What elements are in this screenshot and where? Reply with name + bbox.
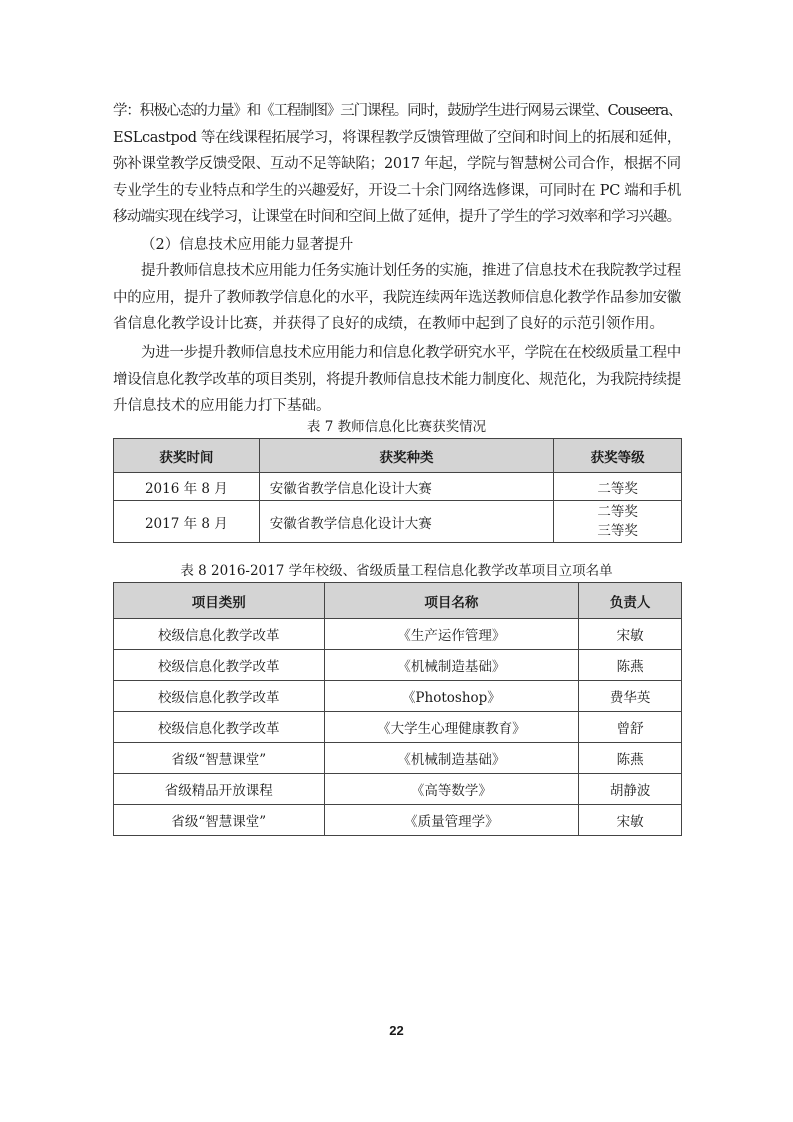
text-line: 中的应用，提升了教师教学信息化的水平，我院连续两年选送教师信息化教学作品参加安徽: [113, 289, 681, 306]
project-name-cell: 《机械制造基础》: [324, 650, 579, 681]
table-header-row: [114, 583, 682, 619]
table-row: [114, 712, 682, 743]
text-line: ESLcastpod 等在线课程拓展学习，将课程教学反馈管理做了空间和时间上的拓展和延伸，: [113, 129, 681, 146]
project-category-cell: 省级“智慧课堂”: [114, 743, 325, 774]
project-name-cell: 《质量管理学》: [324, 805, 579, 836]
text-line: 弥补课堂教学反馈受限、互动不足等缺陷；2017 年起，学院与智慧树公司合作，根据不同: [113, 156, 681, 172]
award-time-cell: 2016 年 8 月: [114, 473, 260, 501]
table-row: [114, 681, 682, 712]
project-leader-cell: 费华英: [579, 681, 682, 712]
text-line: 移动端实现在线学习，让课堂在时间和空间上做了延伸，提升了学生的学习效率和学习兴趣。: [113, 209, 681, 225]
table-header-row: [114, 439, 682, 473]
award-level: 二等奖: [597, 480, 638, 497]
project-category-cell: 校级信息化教学改革: [114, 681, 325, 712]
award-level-cell: [554, 501, 682, 543]
table7-awards: [113, 438, 682, 543]
award-type-cell: 安徽省教学信息化设计大赛: [259, 473, 553, 501]
project-category-cell: 校级信息化教学改革: [114, 712, 325, 743]
project-category-cell: 校级信息化教学改革: [114, 650, 325, 681]
column-header-time: 获奖时间: [114, 439, 260, 473]
project-category-cell: 省级精品开放课程: [114, 774, 325, 805]
text-line: 提升教师信息技术应用能力任务实施计划任务的实施，推进了信息技术在我院教学过程: [141, 263, 681, 279]
project-leader-cell: 曾舒: [579, 712, 682, 743]
paragraph-it-application: [113, 258, 681, 338]
award-level: 二等奖: [597, 503, 638, 520]
table-row: [114, 501, 682, 543]
table8-projects: [113, 582, 682, 836]
paragraph-online-courses: [113, 98, 681, 231]
table-row: [114, 473, 682, 501]
project-category-cell: 省级“智慧课堂”: [114, 805, 325, 836]
project-leader-cell: 宋敏: [579, 619, 682, 650]
project-leader-cell: 胡静波: [579, 774, 682, 805]
text-line: 增设信息化教学改革的项目类别，将提升教师信息技术能力制度化、规范化，为我院持续提: [113, 371, 681, 388]
table-row: [114, 743, 682, 774]
project-name-cell: 《Photoshop》: [324, 681, 579, 712]
project-leader-cell: 陈燕: [579, 650, 682, 681]
text-line: 学：积极心态的力量》和《工程制图》三门课程。同时，鼓励学生进行网易云课堂、Couseera、: [113, 103, 682, 119]
award-level-cell: [554, 473, 682, 501]
project-leader-cell: 宋敏: [579, 805, 682, 836]
table-row: [114, 805, 682, 836]
table-row: [114, 650, 682, 681]
table-row: [114, 774, 682, 805]
project-name-cell: 《高等数学》: [324, 774, 579, 805]
section-heading: （2）信息技术应用能力显著提升: [141, 237, 354, 253]
award-type-cell: 安徽省教学信息化设计大赛: [259, 501, 553, 543]
column-header-type: 获奖种类: [259, 439, 553, 473]
column-header-level: 获奖等级: [554, 439, 682, 473]
column-header-category: 项目类别: [114, 583, 325, 619]
award-level: 三等奖: [597, 522, 638, 539]
column-header-name: 项目名称: [324, 583, 579, 619]
text-line: 升信息技术的应用能力打下基础。: [113, 398, 331, 414]
text-line: 为进一步提升教师信息技术应用能力和信息化教学研究水平，学院在在校级质量工程中: [141, 345, 681, 361]
project-name-cell: 《机械制造基础》: [324, 743, 579, 774]
text-line: 省信息化教学设计比赛，并获得了良好的成绩，在教师中起到了良好的示范引领作用。: [113, 316, 664, 332]
text-line: 专业学生的专业特点和学生的兴趣爱好，开设二十余门网络选修课，可同时在 PC 端和手机: [113, 182, 682, 199]
table7-caption: 表 7 教师信息化比赛获奖情况: [306, 419, 487, 435]
project-leader-cell: 陈燕: [579, 743, 682, 774]
award-time-cell: 2017 年 8 月: [114, 501, 260, 543]
paragraph-quality-project: [113, 340, 681, 420]
project-category-cell: 校级信息化教学改革: [114, 619, 325, 650]
project-name-cell: 《大学生心理健康教育》: [324, 712, 579, 743]
project-name-cell: 《生产运作管理》: [324, 619, 579, 650]
table-row: [114, 619, 682, 650]
table8-caption: 表 8 2016-2017 学年校级、省级质量工程信息化教学改革项目立项名单: [180, 563, 613, 579]
page-number: 22: [389, 1023, 404, 1038]
column-header-leader: 负责人: [579, 583, 682, 619]
